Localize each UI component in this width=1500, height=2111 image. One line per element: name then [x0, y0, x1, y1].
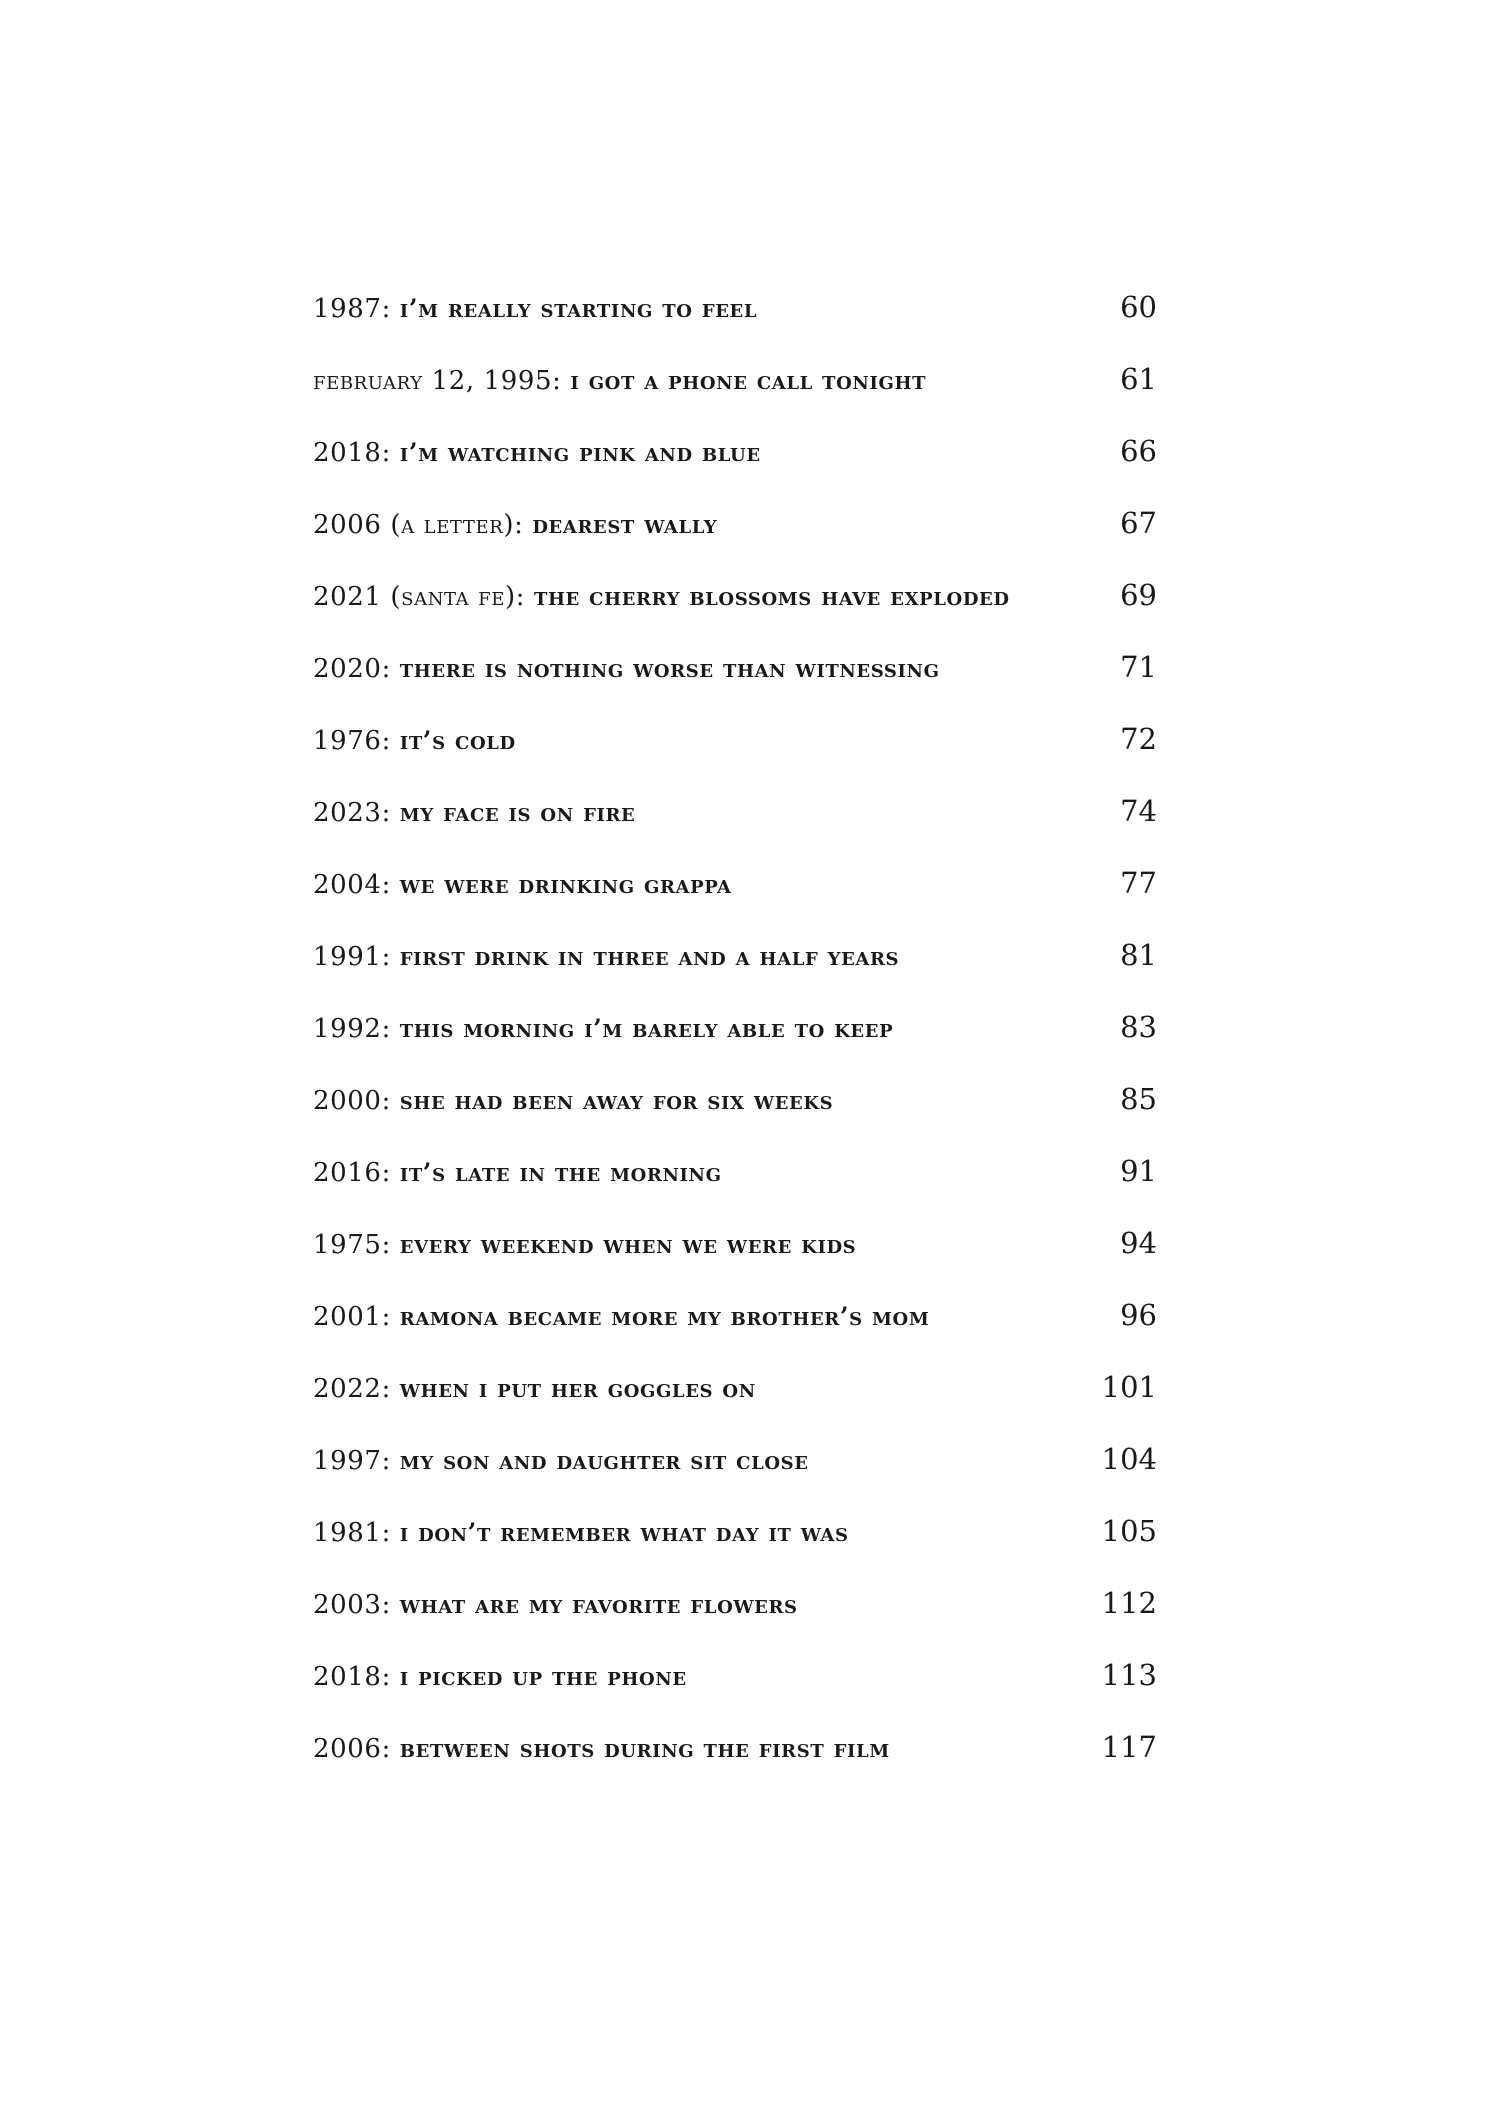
toc-entry-date: 2016: [313, 1158, 400, 1188]
toc-page-number: 60 [1120, 290, 1157, 324]
toc-entry [313, 1509, 1157, 1581]
toc-page-number: 77 [1120, 866, 1157, 900]
toc-page-number: 61 [1120, 362, 1157, 396]
toc-entry-date: 1991: [313, 942, 400, 972]
toc-entry-date: 1981: [313, 1518, 400, 1548]
toc-entry-text [313, 1439, 809, 1483]
toc-entry [313, 1581, 1157, 1653]
toc-entry-date: 2023: [313, 798, 400, 828]
toc-entry-date: 2006 (a letter): [313, 510, 533, 540]
toc-entry [313, 861, 1157, 933]
toc-entry-text [313, 1655, 687, 1699]
toc-entry [313, 645, 1157, 717]
toc-entry-date: 2022: [313, 1374, 400, 1404]
toc-entry-title: when i put her goggles on [399, 1374, 756, 1403]
toc-entry-text [313, 287, 757, 331]
toc-entry-date: february 12, 1995: [313, 366, 571, 396]
toc-entry-text [313, 1223, 856, 1267]
toc-entry-title: dearest wally [532, 510, 718, 539]
toc-entry [313, 933, 1157, 1005]
toc-page-number: 83 [1120, 1010, 1157, 1044]
toc-entry-text [313, 863, 732, 907]
toc-page-number: 94 [1120, 1226, 1157, 1260]
toc-entry-text [313, 1727, 890, 1771]
toc-entry [313, 1149, 1157, 1221]
toc-entry [313, 1005, 1157, 1077]
toc-entry-text [313, 1295, 929, 1339]
toc-entry [313, 1365, 1157, 1437]
toc-entry [313, 1725, 1157, 1797]
toc-page-number: 104 [1101, 1442, 1157, 1476]
toc-entry-title: there is nothing worse than witnessing [399, 654, 940, 683]
toc-entry-title: i’m really starting to feel [399, 294, 758, 323]
toc-entry [313, 429, 1157, 501]
toc-entry-text [313, 575, 1010, 619]
toc-entry-title: my face is on fire [399, 798, 636, 827]
toc-page-number: 66 [1120, 434, 1157, 468]
toc-entry [313, 1293, 1157, 1365]
toc-entry-title: i’m watching pink and blue [399, 438, 761, 467]
toc-entry-date: 2020: [313, 654, 400, 684]
toc-entry-text [313, 647, 940, 691]
toc-entry [313, 1437, 1157, 1509]
toc-page-number: 71 [1120, 650, 1157, 684]
toc-entry-title: ramona became more my brother’s mom [399, 1302, 930, 1331]
toc-page-number: 91 [1120, 1154, 1157, 1188]
toc-page-number: 96 [1120, 1298, 1157, 1332]
toc-entry-title: she had been away for six weeks [399, 1086, 834, 1115]
toc-page-number: 101 [1101, 1370, 1157, 1404]
toc-entry-date: 1992: [313, 1014, 400, 1044]
toc-entry [313, 1653, 1157, 1725]
toc-entry-date: 2000: [313, 1086, 400, 1116]
toc-entry-text [313, 1367, 756, 1411]
toc-entry [313, 1221, 1157, 1293]
toc-entry-title: i don’t remember what day it was [399, 1518, 849, 1547]
toc-entry [313, 501, 1157, 573]
toc-entry-text [313, 1511, 849, 1555]
toc-page-number: 105 [1101, 1514, 1157, 1548]
toc-entry [313, 285, 1157, 357]
toc-entry-text [313, 1007, 893, 1051]
toc-entry-date: 2021 (santa fe): [313, 582, 534, 612]
toc-entry-title: it’s late in the morning [399, 1158, 722, 1187]
toc-entry-title: what are my favorite flowers [399, 1590, 798, 1619]
toc-entry [313, 1077, 1157, 1149]
toc-entry [313, 789, 1157, 861]
toc-entry-text [313, 935, 899, 979]
toc-entry-text [313, 503, 717, 547]
toc-page-number: 113 [1101, 1658, 1157, 1692]
toc-entry-title: i picked up the phone [399, 1662, 687, 1691]
toc-page-number: 72 [1120, 722, 1157, 756]
table-of-contents [313, 285, 1157, 1797]
toc-entry-title: this morning i’m barely able to keep [399, 1014, 894, 1043]
toc-entry-text [313, 791, 635, 835]
toc-page-number: 81 [1120, 938, 1157, 972]
toc-entry-date: 2018: [313, 1662, 400, 1692]
toc-entry-title: between shots during the first film [399, 1734, 890, 1763]
toc-page-number: 117 [1101, 1730, 1157, 1764]
toc-entry-date: 2003: [313, 1590, 400, 1620]
toc-entry-title: i got a phone call tonight [570, 366, 927, 395]
toc-entry-text [313, 719, 516, 763]
toc-entry-title: first drink in three and a half years [399, 942, 900, 971]
toc-page-number: 112 [1101, 1586, 1157, 1620]
toc-entry-date: 1976: [313, 726, 400, 756]
toc-entry [313, 357, 1157, 429]
toc-entry-date: 1975: [313, 1230, 400, 1260]
toc-entry-date: 1997: [313, 1446, 400, 1476]
toc-page-number: 74 [1120, 794, 1157, 828]
toc-entry-date: 2006: [313, 1734, 400, 1764]
toc-entry-title: it’s cold [399, 726, 516, 755]
toc-entry-text [313, 431, 761, 475]
toc-entry-title: we were drinking grappa [399, 870, 732, 899]
toc-entry-date: 2018: [313, 438, 400, 468]
toc-entry-text [313, 1583, 798, 1627]
toc-page-number: 67 [1120, 506, 1157, 540]
toc-entry-date: 2004: [313, 870, 400, 900]
toc-entry-date: 1987: [313, 294, 400, 324]
toc-entry-title: every weekend when we were kids [399, 1230, 857, 1259]
toc-page-number: 69 [1120, 578, 1157, 612]
toc-entry-text [313, 359, 926, 403]
toc-entry [313, 717, 1157, 789]
toc-entry-title: the cherry blossoms have exploded [533, 582, 1010, 611]
toc-entry-text [313, 1151, 722, 1195]
toc-entry [313, 573, 1157, 645]
toc-page-number: 85 [1120, 1082, 1157, 1116]
toc-entry-title: my son and daughter sit close [399, 1446, 809, 1475]
toc-entry-date: 2001: [313, 1302, 400, 1332]
toc-entry-text [313, 1079, 833, 1123]
